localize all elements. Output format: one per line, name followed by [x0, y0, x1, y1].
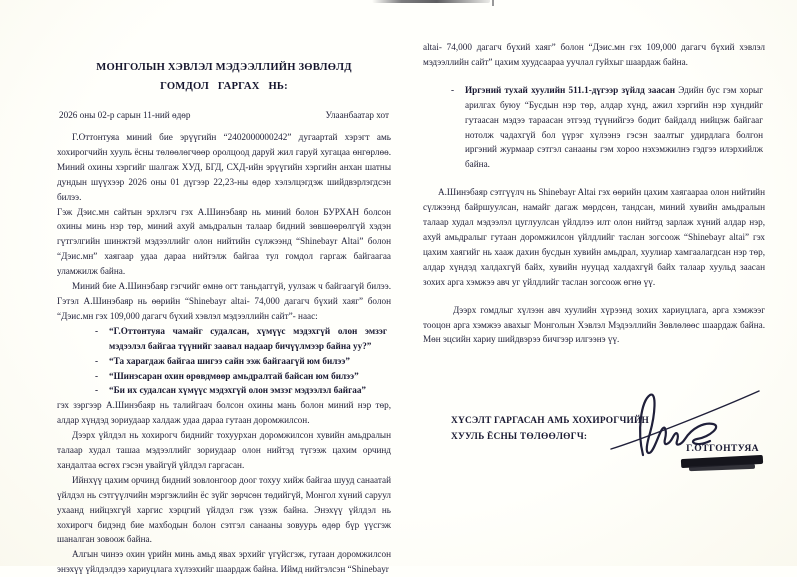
document-city: Улаанбаатар хот: [325, 110, 389, 120]
document-title: [57, 58, 391, 96]
legal-clause-bold: Иргэний тухай хуулийн 511.1-дүгээр зүйлд заасан: [465, 84, 676, 95]
legal-clause-rest: Эдийн бус гэм хорыг арилгах буюу “Бусдын нэр төр, алдар хүнд, ажил хэргийн нэр хүндийг гутаасан мэдээ тараасан этгээд түүнийгээ бодит байдалд нийцэж байгааг нотолж чадахгүй бол үүрэг хүлээнэ гэсэн заалтыг удирдлага болгон иргэний журмаар сэтгэл санааны гэм хороо нэхэмжилнэ гэдгээ илэрхийлж байна.: [465, 84, 763, 170]
document-page-right: [423, 40, 765, 491]
quote-text: “Би их судалсан хүмүүс мэдэхгүй олон эмзэг мэдээлэл байгаа”: [109, 385, 367, 396]
dateline: [59, 110, 389, 120]
spacer: [423, 290, 765, 303]
document-date: 2026 оны 02-р сарын 11-ний өдөр: [59, 110, 191, 120]
bullet-dash: -: [95, 385, 99, 396]
redaction-bar-secondary: [689, 464, 755, 471]
signature-block: [423, 381, 765, 491]
quote-text: “Шинэсаран охин өрөвдмөөр амьдралтай байсан юм билээ”: [109, 370, 359, 381]
paragraph: Миний бие А.Шинэбаяр гэгчийг өмнө огт таньдаггүй, уулзаж ч байгаагүй билээ. Гэтэл А.Шинэбаяр нь өөрийн “Shinebayr altai- 74,000 дагагч бүхий хаяг” болон “Дэис.мн гэх 109,000 дагагч бүхий хэвлэл мэдээллийн сайт”- наас:: [57, 281, 391, 321]
signatory-label-line2: ХУУЛЬ ЁСНЫ ТӨЛӨӨЛӨГЧ:: [451, 432, 588, 443]
bullet-dash: -: [451, 84, 455, 95]
quote-text: “Г.Оттонтуяа чамайг судалсан, хүмүүс мэдэхгүй олон эмзэг мэдээлэл байгаа түүнийг заавал надаар бичүүлмээр байна уу?”: [109, 325, 387, 351]
paragraph: Ийнхүү цахим орчинд бидний зовлонгоор доог тохуу хийж байгаа шууд санаатай үйлдэл нь сэтгүүлчийн мэргэжлийн ёс зүйг зөрчсөн төдийгүй, Монгол хүний саруул ухаанд нийцэхгүй харгис хэрцгий үйлдэл гэж үзэж байна. Энэхүү үйлдэл нь хохирогч бидэнд бие махбодын болон сэтгэл санааны зовуурь өдөр бүр үүсгэж шаналган зовоож байна.: [57, 474, 391, 545]
signatory-label-line1: ХҮСЭЛТ ГАРГАСАН АМЬ ХОХИРОГЧИЙН: [451, 416, 650, 427]
quote-item: [95, 324, 387, 354]
bullet-dash: -: [95, 355, 99, 366]
bullet-dash: -: [95, 325, 99, 336]
quote-list: [95, 324, 387, 399]
paragraph: Дээрх үйлдэл нь хохирогч биднийг тохуурхан доромжилсон хувийн амьдралын талаар худал ташаа мэдээллийг зориудаар олон нийтэд түгээж цахим орчинд хандалтаа өсгөх гэсэн увайгүй үйлдэл гаргасан.: [57, 430, 391, 470]
legal-clause-text: [465, 83, 763, 172]
paragraph: Гэж Дэис.мн сайтын эрхлэгч гэх А.Шинэбаяр нь миний болон БУРХАН болсон охины минь нэр төр, миний ахуй амьдралын талаар бидний зөвшөөрөлгүй хэдэн гүтгэлгийн шинжтэй мэдээллийг олон нийтийн сүлжээнд “Shinebayr Altai” болон “Дэис.мн” хаягаар удаа дараа нийтэлж байгаа тул гомдол гаргаж байгаагаа уламжилж байна.: [57, 206, 391, 277]
paragraph: гэх зэргээр А.Шинэбаяр нь талийгаач болсон охины мань болон миний нэр төр, алдар хүндэд зориудаар халдаж удаа дараа гутаан доромжилсон.: [57, 400, 391, 426]
paragraph: Алгын чинээ охин үрийн минь амьд явах эрхийг үгүйсгэж, гутаан доромжилсон энэхүү үйлдэлдээ хариуцлага хүлээхийг шаардаж байна. Иймд нийтэлсэн “Shinebayr: [57, 549, 391, 575]
scan-artifact-fold-mark: [492, 0, 494, 6]
spacer: [423, 172, 765, 185]
paragraph: Дээрх гомдлыг хүлээн авч хуулийн хүрээнд зохих хариуцлага, арга хэмжээг тооцон арга хэмжээ авахыг Монголын Хэвлэл Мэдээллийн Зөвлөлөөс шаардаж байна. Мөн эцсийн хариу шийдвэрээ бичгээр илгээнэ үү.: [423, 304, 765, 345]
quote-item: [95, 383, 387, 398]
quote-text: “Та харагдаж байгаа шигээ сайн ээж байгаагүй юм билээ”: [109, 355, 350, 366]
paragraph: Г.Оттонтуяа миний бие эрүүгийн “2402000000242” дугаартай хэрэгт амь хохирогчийн хууль ёсны төлөөлөгчөөр оролцоод даруй жил гаруй хугацаа өнгөрлөө. Миний охины хэргийг шалгаж ХУД, БГД, СХД-ийн эрүүгийн хэргийн анхан шатны дундын шүүхээр 2026 оны 01 дүгээр 22,23-ны өдөр хэлэлцэгдэж шийдвэрлэгдсэн билээ.: [57, 132, 391, 202]
legal-clause: [451, 83, 763, 172]
bullet-dash: -: [95, 370, 99, 381]
signatory-name: Г.ОТГОНТУЯА: [686, 443, 759, 455]
document-title-line1: МОНГОЛЫН ХЭВЛЭЛ МЭДЭЭЛЛИЙН ЗӨВЛӨЛД: [96, 62, 352, 73]
document-page-left: [57, 58, 391, 577]
paragraph: altai- 74,000 дагагч бүхий хаяг” болон “Дэис.мн гэх 109,000 дагагч бүхий хэвлэл мэдээллийн сайт” цахим хуудсаараа уучлал гуйхыг шаардаж байна.: [423, 42, 765, 67]
document-title-line2: ГОМДОЛ ГАРГАХ НЬ:: [160, 81, 288, 92]
paragraph: А.Шинэбаяр сэтгүүлч нь Shinebayr Altai гэх өөрийн цахим хаягаараа олон нийтийн сүлжээнд байршуулсан, намайг дагаж мөрдсөн, тандсан, миний хувийн амьдралын талаар худал мэдээлэл цуглуулсан үйлдлээ илт олон нийтэд зарлаж хүний алдар нэр, ахуй амьдралыг гутаан доромжилсон үйлдлийг таслан зогсоож “Shinebayr altai” гэх цахим хаягийг нь хааж дахин бусдын хувийн амьдрал, хуулиар хамгаалагдсан нэр төр, алдар хүндэд халдахгүй байх, хувийн нууцад халдахгүй байх талаар хуульд заасан зохих арга хэмжээ авч уг үйлдлийг таслан зогсоож өгнө үү.: [423, 187, 765, 287]
quote-item: [95, 369, 387, 384]
quote-item: [95, 354, 387, 369]
scan-artifact-smudge: [372, 0, 490, 3]
